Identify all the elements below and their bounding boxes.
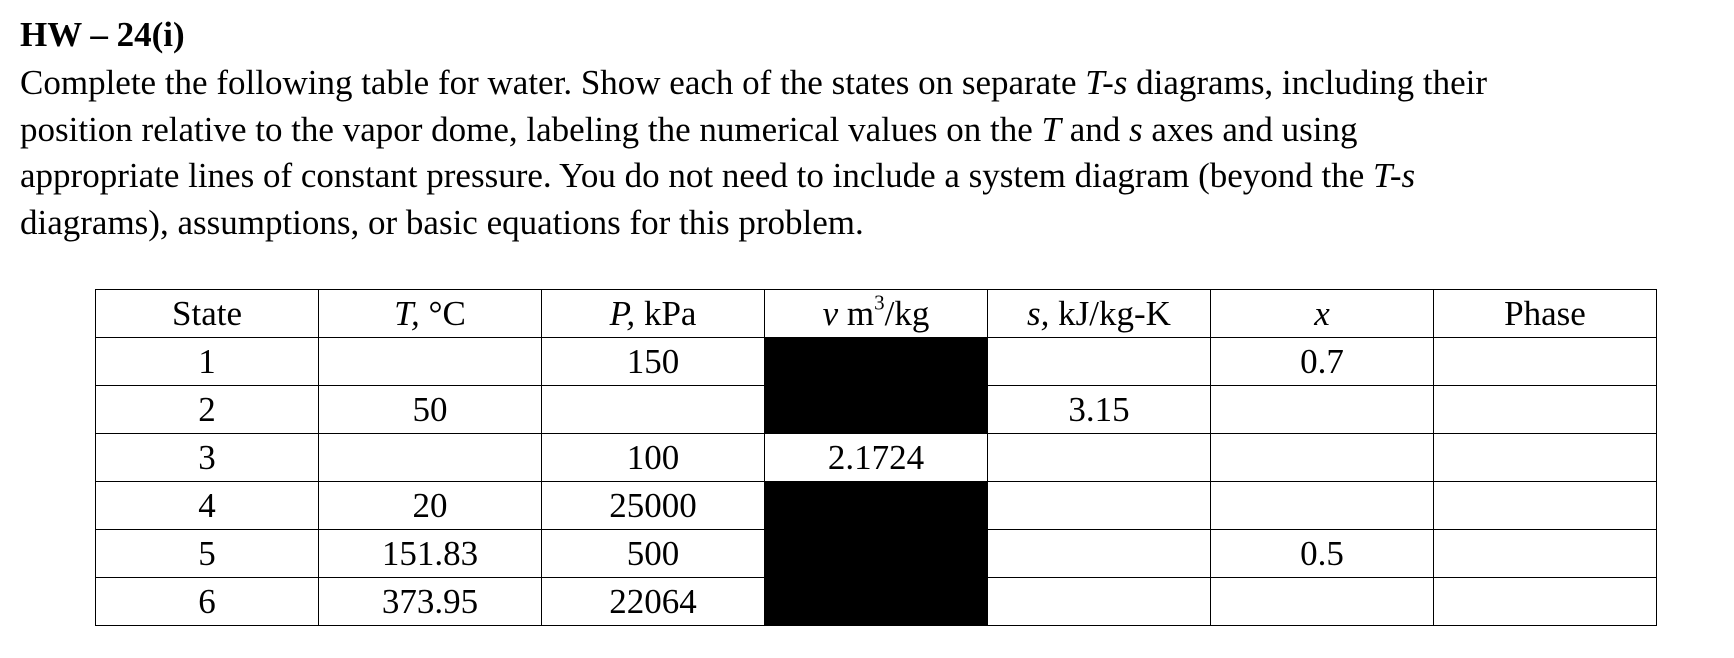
problem-line-3	[20, 153, 1720, 200]
cell-quality	[1211, 434, 1434, 482]
cell-specific-volume-redacted	[765, 386, 988, 434]
header-state: State	[96, 290, 319, 338]
cell-specific-volume: 2.1724	[765, 434, 988, 482]
cell-entropy	[988, 338, 1211, 386]
cell-state: 2	[96, 386, 319, 434]
table-row	[96, 482, 1657, 530]
header-quality	[1211, 290, 1434, 338]
cell-temperature: 151.83	[319, 530, 542, 578]
header-row	[96, 290, 1657, 338]
cell-entropy	[988, 434, 1211, 482]
cell-phase	[1434, 530, 1657, 578]
cell-entropy	[988, 530, 1211, 578]
problem-line-1	[20, 60, 1720, 107]
table-row	[96, 386, 1657, 434]
cell-quality	[1211, 578, 1434, 626]
table-row	[96, 578, 1657, 626]
cell-quality	[1211, 386, 1434, 434]
header-volume-unit-per-kg: /kg	[884, 294, 930, 333]
header-phase: Phase	[1434, 290, 1657, 338]
problem-text: diagrams, including their	[1127, 63, 1488, 102]
cell-state: 6	[96, 578, 319, 626]
cell-pressure: 150	[542, 338, 765, 386]
cell-phase	[1434, 338, 1657, 386]
cell-quality	[1211, 482, 1434, 530]
cell-entropy: 3.15	[988, 386, 1211, 434]
header-temperature	[319, 290, 542, 338]
header-volume-symbol: v	[822, 294, 839, 333]
problem-text: axes and using	[1142, 109, 1358, 149]
cell-entropy	[988, 482, 1211, 530]
cell-specific-volume-redacted	[765, 482, 988, 530]
problem-text: position relative to the vapor dome, labeling the numerical values on the	[20, 109, 1042, 149]
header-pressure-symbol: P,	[609, 294, 636, 333]
cell-phase	[1434, 434, 1657, 482]
cell-pressure: 500	[542, 530, 765, 578]
state-table	[95, 289, 1657, 626]
problem-italic-ts: T-s	[1085, 63, 1128, 102]
header-temperature-symbol: T,	[394, 294, 420, 333]
cell-phase	[1434, 578, 1657, 626]
cell-pressure	[542, 386, 765, 434]
table-row	[96, 530, 1657, 578]
cell-state: 3	[96, 434, 319, 482]
header-entropy-symbol: s,	[1027, 294, 1050, 333]
cell-phase	[1434, 482, 1657, 530]
page-title: HW – 24(i)	[20, 15, 185, 54]
cell-entropy	[988, 578, 1211, 626]
cell-quality: 0.5	[1211, 530, 1434, 578]
cell-specific-volume-redacted	[765, 530, 988, 578]
cell-phase	[1434, 386, 1657, 434]
problem-italic-s: s	[1129, 109, 1143, 149]
cell-specific-volume-redacted	[765, 578, 988, 626]
cell-state: 1	[96, 338, 319, 386]
cell-specific-volume-redacted	[765, 338, 988, 386]
cell-state: 4	[96, 482, 319, 530]
problem-text: appropriate lines of constant pressure. You do not need to include a system diagram (beyond the	[20, 156, 1374, 195]
problem-text: Complete the following table for water. Show each of the states on separate	[20, 63, 1086, 102]
cell-temperature	[319, 434, 542, 482]
problem-italic-ts: T-s	[1373, 156, 1416, 195]
header-entropy	[988, 290, 1211, 338]
table-row	[96, 338, 1657, 386]
header-temperature-unit: °C	[419, 294, 466, 333]
cell-temperature: 373.95	[319, 578, 542, 626]
problem-italic-t: T	[1041, 109, 1061, 149]
cell-pressure: 100	[542, 434, 765, 482]
cell-temperature	[319, 338, 542, 386]
header-volume-unit: m	[838, 294, 875, 333]
cell-quality: 0.7	[1211, 338, 1434, 386]
table-header	[96, 290, 1657, 338]
cell-temperature: 50	[319, 386, 542, 434]
problem-line-4: diagrams), assumptions, or basic equations for this problem.	[20, 202, 864, 242]
header-pressure-unit: kPa	[635, 294, 697, 333]
cell-state: 5	[96, 530, 319, 578]
problem-line-2	[20, 107, 1720, 154]
cell-temperature: 20	[319, 482, 542, 530]
table-row	[96, 434, 1657, 482]
problem-text: and	[1060, 109, 1130, 149]
header-quality-symbol: x	[1314, 294, 1330, 333]
header-volume-exponent: 3	[874, 290, 885, 315]
cell-pressure: 22064	[542, 578, 765, 626]
header-specific-volume	[765, 290, 988, 338]
cell-pressure: 25000	[542, 482, 765, 530]
table-body	[96, 338, 1657, 626]
problem-statement	[20, 60, 1720, 246]
header-entropy-unit: kJ/kg-K	[1049, 294, 1171, 333]
header-pressure	[542, 290, 765, 338]
